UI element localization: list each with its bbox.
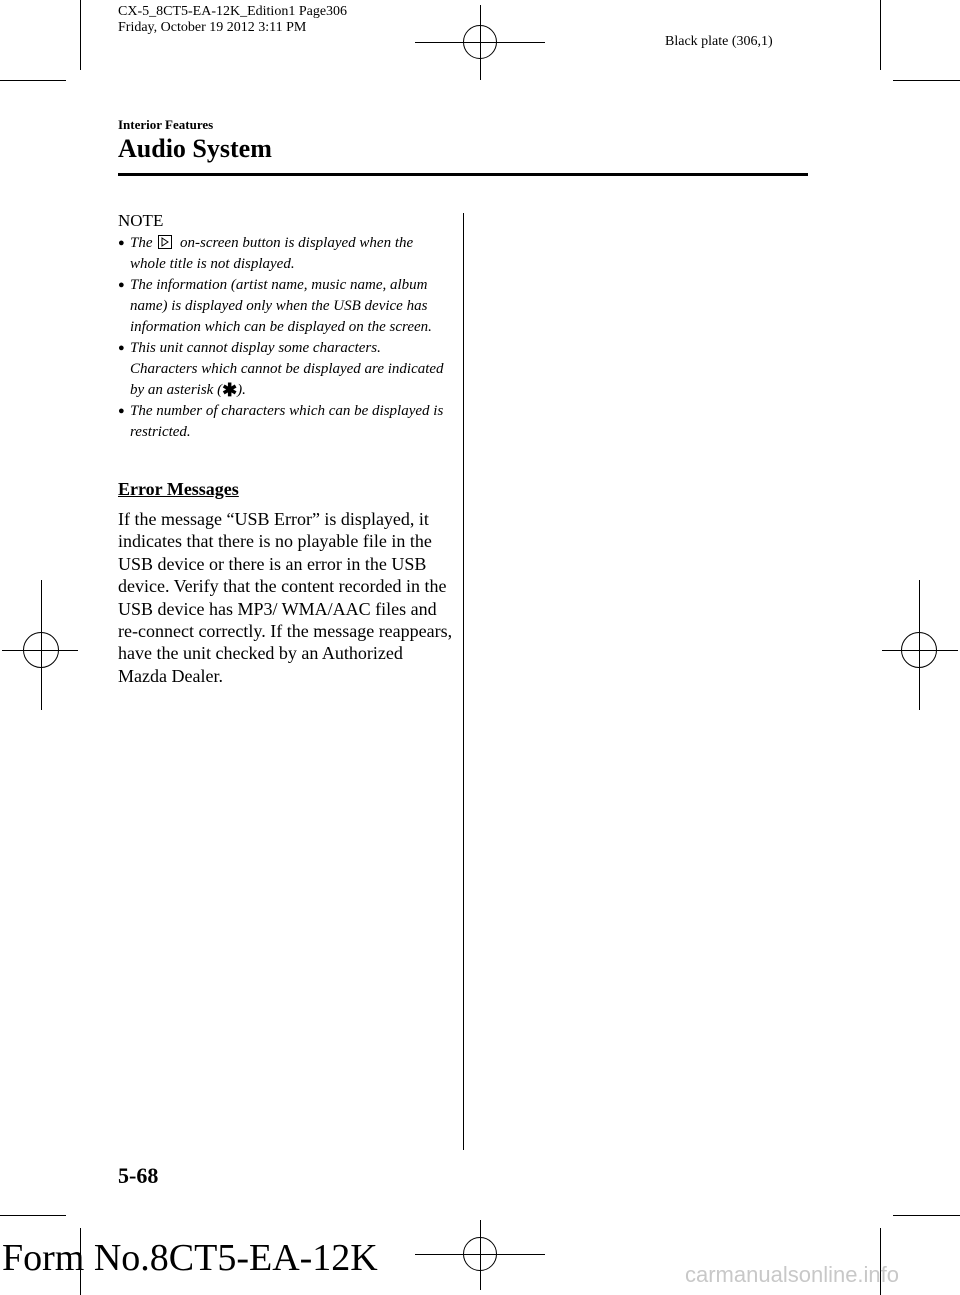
section-label: Interior Features [118, 117, 214, 132]
error-messages-heading: Error Messages [118, 479, 239, 499]
bullet-icon: ● [118, 237, 125, 249]
error-messages-body: If the message “USB Error” is displayed, it indicates that there is no playable file in the USB device or there is an error in the USB device. Verify that the content recorded in the USB device has MP3/ WMA/AAC files and re-connect correctly. If the message reappears, have the unit checked by an Authorized Mazda Dealer. [118, 509, 453, 686]
bullet-icon: ● [118, 342, 125, 354]
slug-line-1: CX-5_8CT5-EA-12K_Edition1 Page306 [118, 4, 348, 19]
column-divider [463, 213, 464, 1150]
bullet-icon: ● [118, 279, 125, 291]
page-title: Audio System [118, 134, 272, 163]
note-item: ● This unit cannot display some characters. Characters which cannot be displayed are indicated by an asterisk (✱). [118, 340, 444, 400]
page-number: 5-68 [118, 1163, 159, 1188]
slug-line-2: Friday, October 19 2012 3:11 PM [118, 20, 307, 35]
note-item: ● The information (artist name, music name, album name) is displayed only when the USB device has information which can be displayed on the screen. [118, 277, 432, 335]
bullet-icon: ● [118, 405, 125, 417]
asterisk-icon: ✱ [222, 380, 238, 400]
note-item: ● The number of characters which can be displayed is restricted. [118, 403, 444, 440]
note-list [118, 233, 448, 443]
note-item: ● The on-screen button is displayed when the whole title is not displayed. [118, 235, 414, 272]
watermark: carmanualsonline.info [685, 1262, 900, 1287]
note-label: NOTE [118, 211, 164, 230]
plate-label: Black plate (306,1) [665, 34, 773, 49]
form-number: Form No.8CT5-EA-12K [2, 1237, 378, 1279]
play-button-icon [158, 235, 172, 249]
title-rule [118, 173, 808, 176]
slug-text [118, 4, 347, 36]
